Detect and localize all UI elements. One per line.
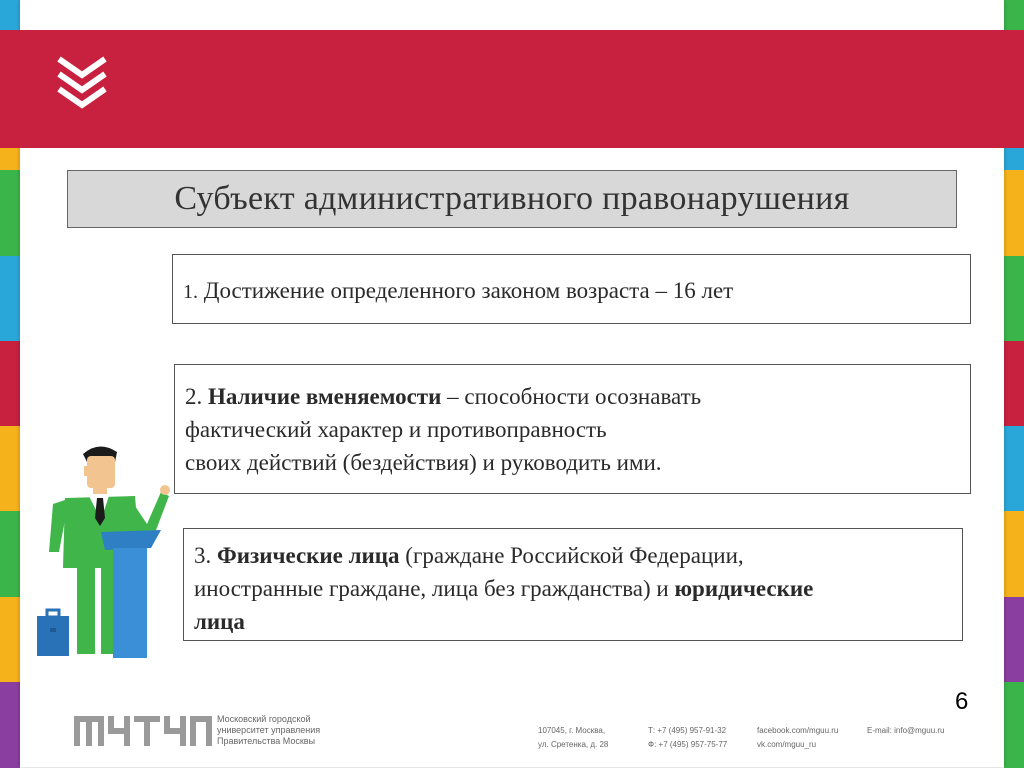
- slide-title-text: Субъект административного правонарушения: [174, 180, 850, 217]
- item-2-box: [174, 364, 971, 494]
- vk-link[interactable]: vk.com/mguu_ru: [757, 740, 817, 749]
- edge-stripe: [1004, 170, 1024, 256]
- university-line-1: Московский городской: [217, 714, 311, 724]
- edge-stripe: [0, 256, 20, 342]
- briefcase-icon: [37, 610, 69, 656]
- university-line-3: Правительства Москвы: [217, 736, 316, 746]
- university-line-2: университет управления: [217, 725, 321, 735]
- item-1-box: [172, 254, 971, 324]
- item-2-line3: своих действий (бездействия) и руководить ими.: [185, 450, 662, 475]
- chevrons-down-icon: [55, 55, 109, 111]
- address-line-2: ул. Сретенка, д. 28: [538, 740, 609, 749]
- footer-email: [867, 724, 944, 738]
- edge-stripe: [0, 511, 20, 597]
- edge-stripe: [0, 170, 20, 256]
- edge-stripe: [0, 597, 20, 683]
- item-2-line2: фактический характер и противоправность: [185, 417, 607, 442]
- facebook-link[interactable]: facebook.com/mguu.ru: [757, 726, 839, 735]
- item-1-text: Достижение определенного законом возраста – 16 лет: [198, 278, 734, 303]
- university-name: [217, 714, 320, 747]
- address-line-1: 107045, г. Москва,: [538, 726, 606, 735]
- item-3-bold3: лица: [194, 609, 245, 634]
- edge-stripe: [1004, 426, 1024, 512]
- edge-stripe: [1004, 256, 1024, 342]
- phone-line: Т: +7 (495) 957-91-32: [648, 726, 727, 735]
- edge-stripe: [1004, 597, 1024, 683]
- item-3-bold: Физические лица: [217, 543, 400, 568]
- edge-stripe: [0, 682, 20, 768]
- item-3-line1: (граждане Российской Федерации,: [399, 543, 744, 568]
- mguu-logo: [74, 714, 212, 748]
- item-3-bold2: юридические: [674, 576, 814, 601]
- businessman-figure-icon: [35, 440, 180, 660]
- footer-address: [538, 724, 608, 752]
- edge-stripe: [1004, 511, 1024, 597]
- email-link[interactable]: E-mail: info@mguu.ru: [867, 726, 945, 735]
- item-2-line1: – способности осознавать: [441, 384, 702, 409]
- footer-social: [757, 724, 838, 752]
- item-3-number: 3.: [194, 543, 212, 568]
- fax-line: Ф: +7 (495) 957-75-77: [648, 740, 728, 749]
- edge-stripe: [1004, 682, 1024, 768]
- page-number: 6: [955, 688, 969, 715]
- item-1-number: 1.: [183, 281, 198, 303]
- edge-stripe: [0, 341, 20, 427]
- item-3-line2: иностранные граждане, лица без гражданства) и: [194, 576, 675, 601]
- item-3-box: [183, 528, 963, 641]
- item-2-bold: Наличие вменяемости: [208, 384, 442, 409]
- footer-phones: [648, 724, 727, 752]
- edge-stripe: [0, 426, 20, 512]
- item-2-number: 2.: [185, 384, 203, 409]
- header-band: [0, 30, 1024, 148]
- slide-title: [67, 170, 957, 228]
- edge-stripe: [1004, 341, 1024, 427]
